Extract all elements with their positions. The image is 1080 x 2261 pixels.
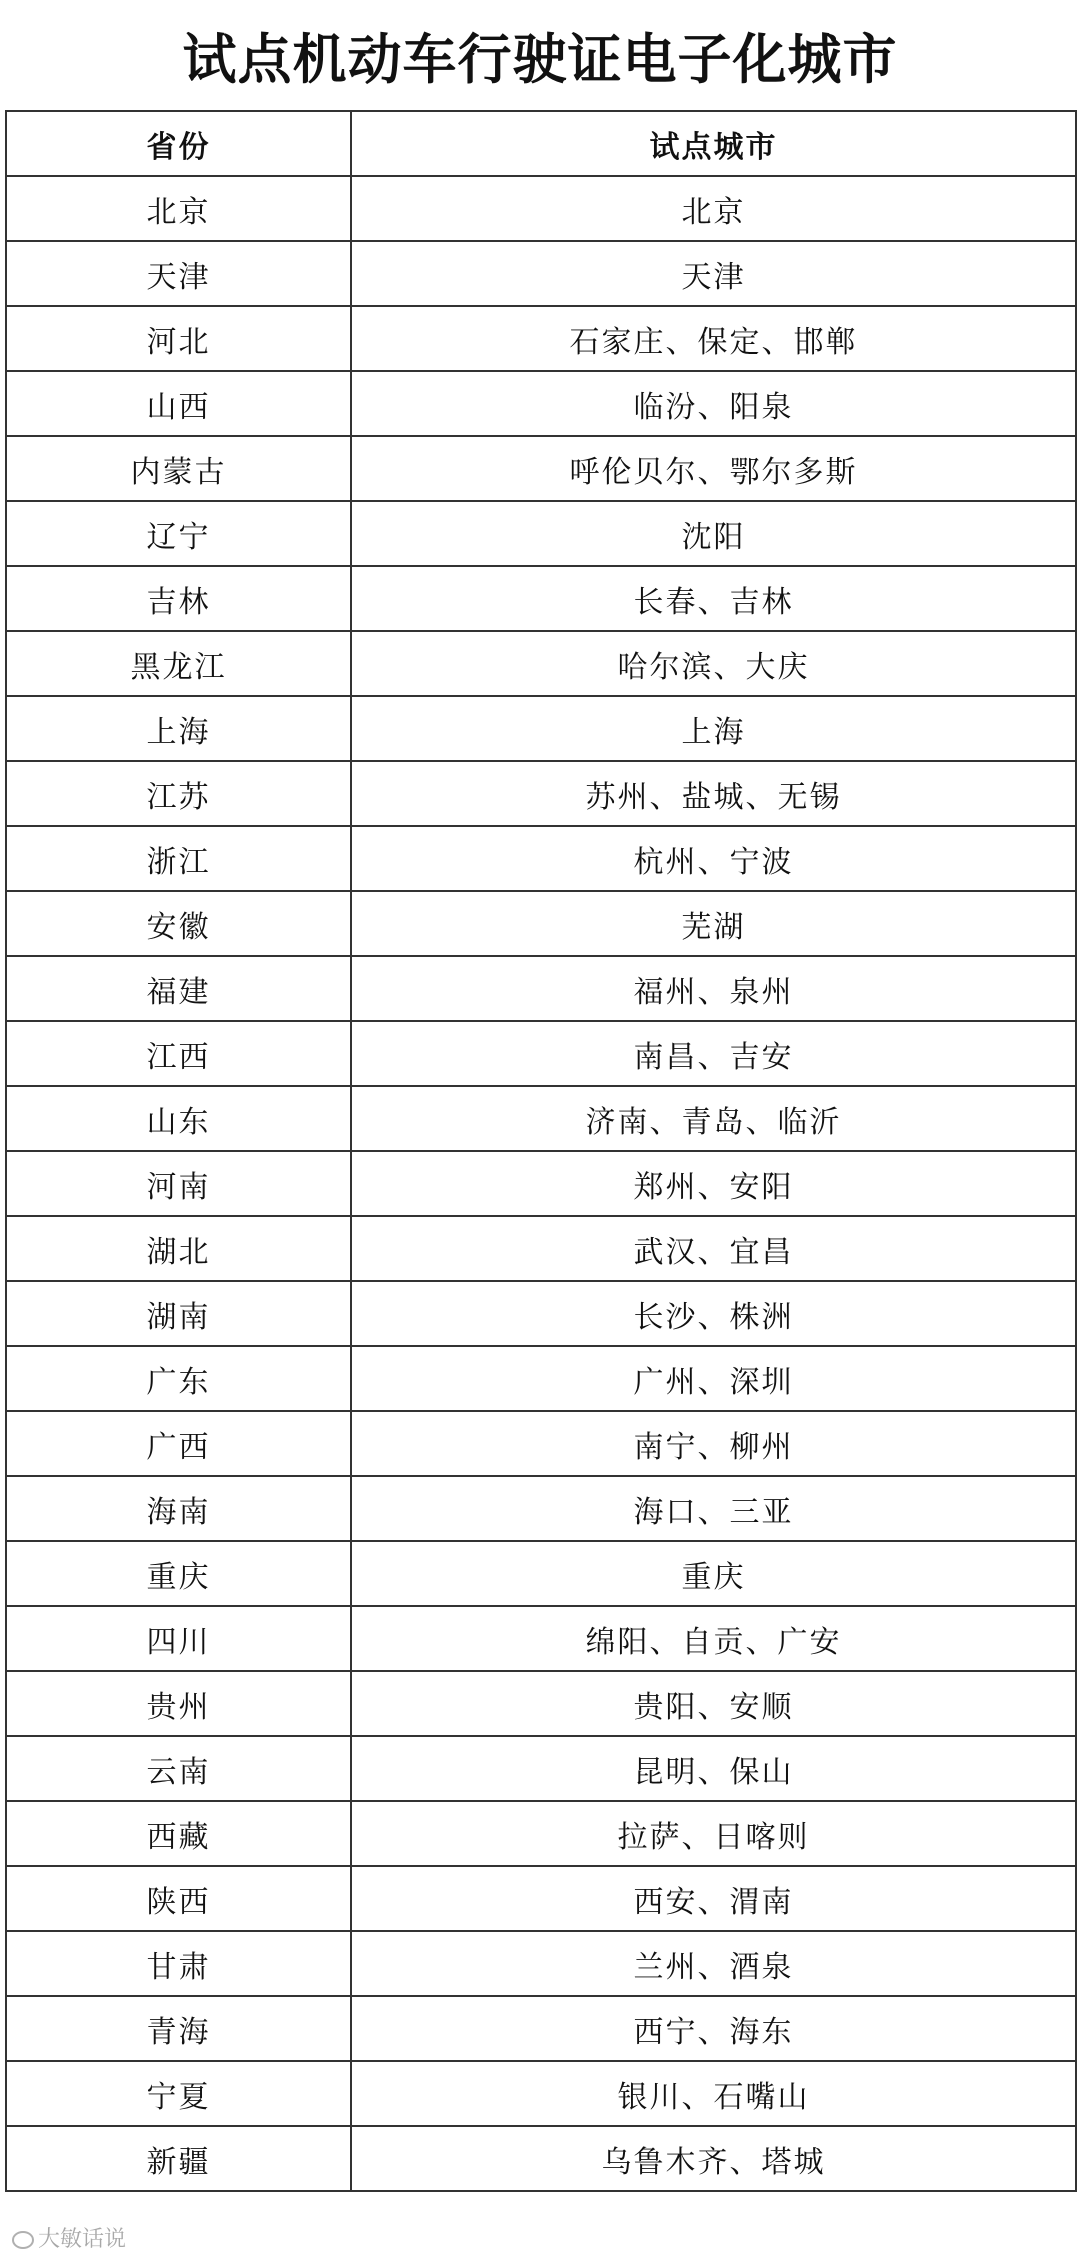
- watermark-logo-icon: [12, 2231, 34, 2249]
- cell-cities: 南昌、吉安: [351, 1021, 1076, 1086]
- table-row: [6, 1086, 1076, 1151]
- cell-province: 甘肃: [6, 1931, 351, 1996]
- cell-province: 河南: [6, 1151, 351, 1216]
- table-row: [6, 306, 1076, 371]
- table-row: [6, 956, 1076, 1021]
- table-row: [6, 631, 1076, 696]
- table-row: [6, 371, 1076, 436]
- cell-province: 福建: [6, 956, 351, 1021]
- cell-province: 山西: [6, 371, 351, 436]
- cell-province: 湖北: [6, 1216, 351, 1281]
- table-row: [6, 501, 1076, 566]
- table-row: [6, 1801, 1076, 1866]
- table-body: [6, 176, 1076, 2191]
- cell-cities: 西安、渭南: [351, 1866, 1076, 1931]
- cell-cities: 哈尔滨、大庆: [351, 631, 1076, 696]
- cell-cities: 芜湖: [351, 891, 1076, 956]
- cell-cities: 郑州、安阳: [351, 1151, 1076, 1216]
- cell-province: 安徽: [6, 891, 351, 956]
- table-row: [6, 2126, 1076, 2191]
- cell-province: 上海: [6, 696, 351, 761]
- table-row: [6, 1996, 1076, 2061]
- cell-cities: 兰州、酒泉: [351, 1931, 1076, 1996]
- cell-cities: 北京: [351, 176, 1076, 241]
- cell-cities: 天津: [351, 241, 1076, 306]
- cell-cities: 上海: [351, 696, 1076, 761]
- cell-province: 四川: [6, 1606, 351, 1671]
- cell-cities: 广州、深圳: [351, 1346, 1076, 1411]
- cell-cities: 石家庄、保定、邯郸: [351, 306, 1076, 371]
- cell-province: 西藏: [6, 1801, 351, 1866]
- cell-cities: 杭州、宁波: [351, 826, 1076, 891]
- cell-province: 浙江: [6, 826, 351, 891]
- cell-cities: 拉萨、日喀则: [351, 1801, 1076, 1866]
- cell-cities: 武汉、宜昌: [351, 1216, 1076, 1281]
- table-row: [6, 1671, 1076, 1736]
- cell-cities: 长沙、株洲: [351, 1281, 1076, 1346]
- table-row: [6, 1216, 1076, 1281]
- table-row: [6, 436, 1076, 501]
- header-cities: 试点城市: [351, 111, 1076, 176]
- cell-cities: 沈阳: [351, 501, 1076, 566]
- cell-cities: 昆明、保山: [351, 1736, 1076, 1801]
- cell-cities: 重庆: [351, 1541, 1076, 1606]
- cell-cities: 贵阳、安顺: [351, 1671, 1076, 1736]
- table-row: [6, 2061, 1076, 2126]
- table-row: [6, 566, 1076, 631]
- table-row: [6, 891, 1076, 956]
- cell-province: 广东: [6, 1346, 351, 1411]
- cell-cities: 临汾、阳泉: [351, 371, 1076, 436]
- cell-cities: 银川、石嘴山: [351, 2061, 1076, 2126]
- cell-province: 江西: [6, 1021, 351, 1086]
- cell-cities: 西宁、海东: [351, 1996, 1076, 2061]
- cell-province: 新疆: [6, 2126, 351, 2191]
- cell-cities: 福州、泉州: [351, 956, 1076, 1021]
- cell-cities: 苏州、盐城、无锡: [351, 761, 1076, 826]
- table-row: [6, 1281, 1076, 1346]
- cell-cities: 长春、吉林: [351, 566, 1076, 631]
- watermark: [12, 2226, 126, 2254]
- cell-province: 海南: [6, 1476, 351, 1541]
- table-header-row: [6, 111, 1076, 176]
- cell-province: 贵州: [6, 1671, 351, 1736]
- cell-province: 陕西: [6, 1866, 351, 1931]
- pilot-cities-table: [5, 110, 1077, 2192]
- page-title: 试点机动车行驶证电子化城市: [182, 28, 898, 91]
- cell-province: 辽宁: [6, 501, 351, 566]
- cell-province: 云南: [6, 1736, 351, 1801]
- table-row: [6, 1736, 1076, 1801]
- cell-province: 吉林: [6, 566, 351, 631]
- cell-cities: 济南、青岛、临沂: [351, 1086, 1076, 1151]
- table-row: [6, 1346, 1076, 1411]
- table-row: [6, 1866, 1076, 1931]
- cell-province: 山东: [6, 1086, 351, 1151]
- table-row: [6, 1151, 1076, 1216]
- cell-province: 湖南: [6, 1281, 351, 1346]
- cell-province: 黑龙江: [6, 631, 351, 696]
- cell-cities: 海口、三亚: [351, 1476, 1076, 1541]
- cell-province: 江苏: [6, 761, 351, 826]
- cell-province: 宁夏: [6, 2061, 351, 2126]
- table-row: [6, 1931, 1076, 1996]
- cell-province: 内蒙古: [6, 436, 351, 501]
- watermark-text: 大敏话说: [38, 2227, 127, 2252]
- cell-province: 青海: [6, 1996, 351, 2061]
- table-row: [6, 696, 1076, 761]
- table-row: [6, 1541, 1076, 1606]
- table-row: [6, 1411, 1076, 1476]
- cell-province: 重庆: [6, 1541, 351, 1606]
- cell-cities: 绵阳、自贡、广安: [351, 1606, 1076, 1671]
- cell-province: 北京: [6, 176, 351, 241]
- table-row: [6, 176, 1076, 241]
- table-row: [6, 826, 1076, 891]
- table-row: [6, 1021, 1076, 1086]
- table-row: [6, 1606, 1076, 1671]
- pilot-cities-table-container: [5, 110, 1075, 2192]
- table-row: [6, 241, 1076, 306]
- cell-province: 广西: [6, 1411, 351, 1476]
- cell-cities: 呼伦贝尔、鄂尔多斯: [351, 436, 1076, 501]
- cell-cities: 南宁、柳州: [351, 1411, 1076, 1476]
- cell-province: 河北: [6, 306, 351, 371]
- table-row: [6, 761, 1076, 826]
- cell-province: 天津: [6, 241, 351, 306]
- table-row: [6, 1476, 1076, 1541]
- header-province: 省份: [6, 111, 351, 176]
- cell-cities: 乌鲁木齐、塔城: [351, 2126, 1076, 2191]
